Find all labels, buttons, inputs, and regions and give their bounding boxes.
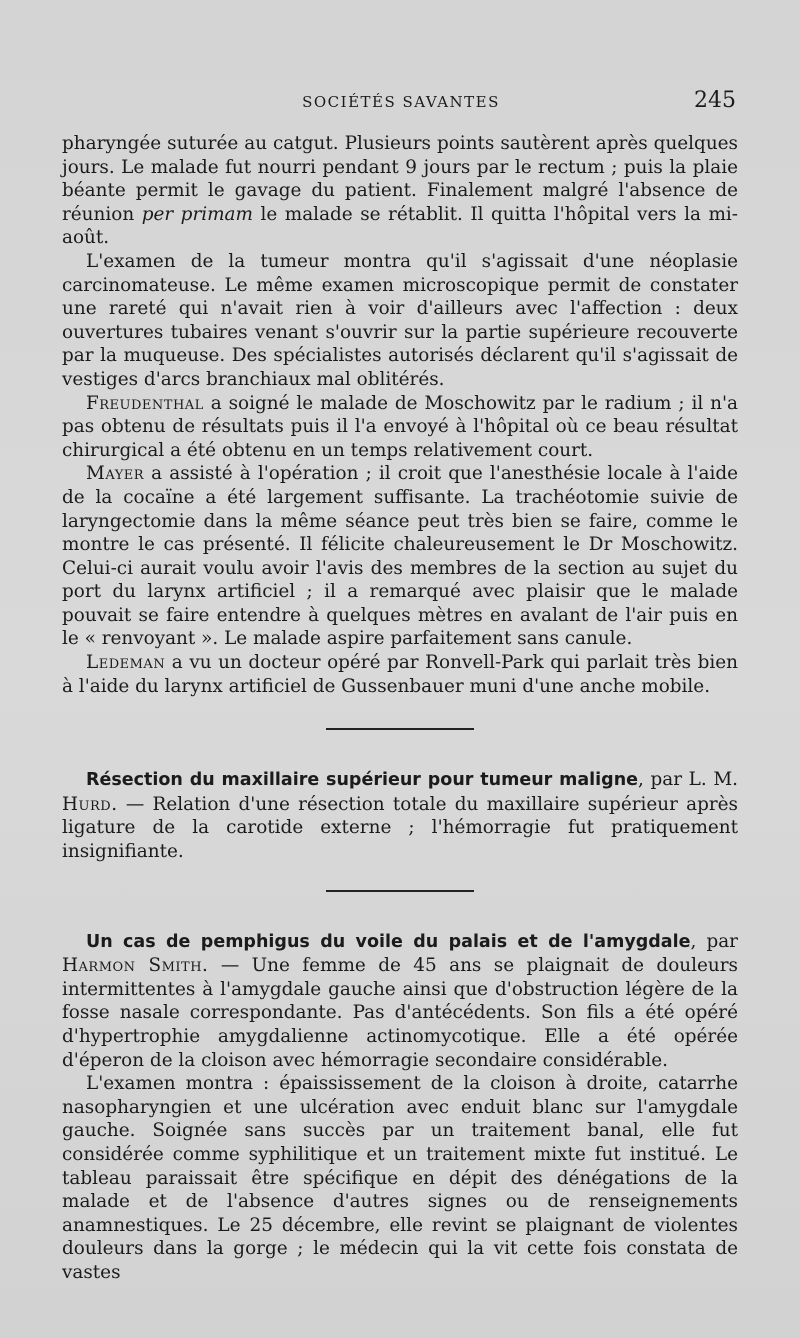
paragraph-text: a assisté à l'opération ; il croit que l'anesthésie locale à l'aide de la cocaïne a été largement suffisante. La trachéotomie suivie de laryngectomie dans la même séance peut très bien se faire, comme le montre le cas présenté. Il félicite chaleureusement le Dr Moschowitz. Celui-ci aurait voulu avoir l'avis des membres de la section au sujet du port du larynx artificiel ; il a remarqué avec plaisir que le malade pouvait se faire entendre à quelques mètres en avalant de l'air puis en le « renvoyant ». Le malade aspire parfaitement sans canule. [62, 463, 738, 650]
article-text: — Une femme de 45 ans se plaignait de douleurs intermittentes à l'amygdale gauche ainsi que d'obstruction légère de la fosse nasale correspondante. Pas d'antécédents. Son fils a été opéré d'hypertrophie amygdalienne actinomycotique. Elle a été opérée d'éperon de la cloison avec hémorragie secondaire considérable. [62, 955, 738, 1071]
paragraph-text: le malade se rétablit. Il quitta l'hôpital vers la mi-août. [62, 203, 738, 249]
paragraph-text: a soigné le malade de Moschowitz par le radium ; il n'a pas obtenu de résultats puis il l'a envoyé à l'hôpital où ce beau résultat chirurgical a été obtenu en un temps relativement court. [62, 392, 738, 461]
speaker-name: Ledeman [86, 652, 166, 674]
speaker-name: Freudenthal [86, 392, 204, 414]
paragraph-continuation [62, 132, 738, 250]
page-number: 245 [694, 88, 736, 113]
author-name: Hurd. [62, 793, 118, 815]
paragraph-text: a vu un docteur opéré par Ronvell-Park qui parlait très bien à l'aide du larynx artificiel de Gussenbauer muni d'une anche mobile. [62, 652, 738, 697]
page-body [62, 132, 738, 1285]
paragraph-freudenthal [62, 392, 738, 463]
running-header [62, 90, 740, 116]
paragraph-examen: L'examen de la tumeur montra qu'il s'agissait d'une néoplasie carcinomateuse. Le même examen microscopique permit de constater une rareté qui n'avait rien à voir d'ailleurs avec l'affection : deux ouvertures tubaires venant s'ouvrir sur la partie supérieure recouverte par la muqueuse. Des spécialistes autorisés déclarent qu'il s'agissait de vestiges d'arcs branchiaux mal oblitérés. [62, 250, 738, 390]
running-title: SOCIÉTÉS SAVANTES [302, 93, 500, 111]
article-title: Un cas de pemphigus du voile du palais et de l'amygdale [86, 931, 691, 952]
article-resection [62, 768, 738, 863]
paragraph-mayer [62, 462, 738, 651]
article-text: — Relation d'une résection totale du maxillaire supérieur après ligature de la carotide externe ; l'hémorragie fut pratiquement insignifiante. [62, 793, 738, 863]
paragraph-text: pharyngée suturée au catgut. Plusieurs points sautèrent après quelques jours. Le malade fut nourri pendant 9 jours par le rectum ; puis la plaie béante permit le gavage du patient. Finalement malgré l'absence de réunion [62, 133, 738, 225]
paragraph-ledeman [62, 651, 738, 698]
author-prefix: , par L. M. [638, 769, 738, 791]
italic-term: per primam [141, 203, 253, 225]
article-pemphigus [62, 930, 738, 1073]
author-prefix: , par [690, 930, 738, 952]
speaker-name: Mayer [86, 463, 145, 485]
paragraph-examen-pemphigus: L'examen montra : épaississement de la cloison à droite, catarrhe nasopharyngien et une ulcération avec enduit blanc sur l'amygdale gauche. Soignée sans succès par un traitement banal, elle fut considérée comme syphilitique et un traitement mixte fut institué. Le tableau paraissait être spécifique en dépit des dénégations de la malade et de l'absence d'autres signes ou de renseignements anamnestiques. Le 25 décembre, elle revint se plaignant de violentes douleurs dans la gorge ; le médecin qui la vit cette fois constata de vastes [62, 1073, 738, 1283]
author-name: Harmon Smith. [62, 955, 209, 977]
article-title: Résection du maxillaire supérieur pour tumeur maligne [86, 770, 639, 791]
